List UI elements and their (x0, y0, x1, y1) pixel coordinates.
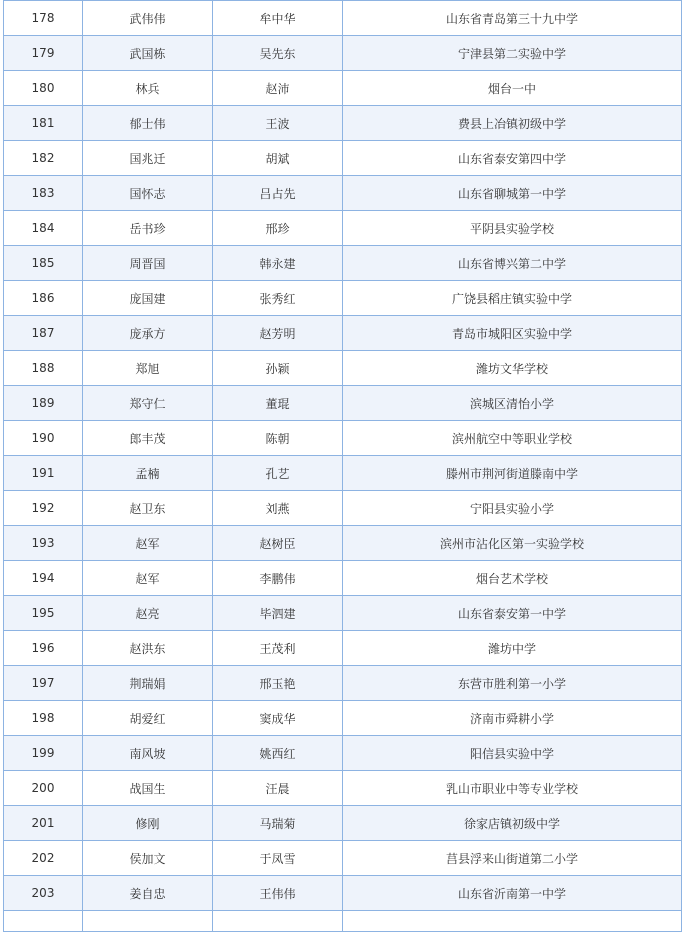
member-name: 邢珍 (213, 211, 343, 246)
member-name: 于凤雪 (213, 841, 343, 876)
member-name: 吴先东 (213, 36, 343, 71)
teacher-name: 战国生 (83, 771, 213, 806)
row-number: 194 (4, 561, 83, 596)
row-number: 196 (4, 631, 83, 666)
school-name: 山东省博兴第二中学 (343, 246, 682, 281)
member-name: 孙颖 (213, 351, 343, 386)
member-name: 邢玉艳 (213, 666, 343, 701)
roster-table (3, 0, 682, 932)
table-row (4, 141, 682, 176)
roster-table-wrapper (3, 0, 681, 932)
row-number: 195 (4, 596, 83, 631)
row-number-empty (4, 911, 83, 932)
table-row (4, 386, 682, 421)
member-name: 牟中华 (213, 1, 343, 36)
teacher-name: 庞国建 (83, 281, 213, 316)
table-row (4, 456, 682, 491)
table-row (4, 71, 682, 106)
school-name: 潍坊中学 (343, 631, 682, 666)
school-name: 费县上冶镇初级中学 (343, 106, 682, 141)
teacher-name: 庞承方 (83, 316, 213, 351)
table-row (4, 351, 682, 386)
school-name: 济南市舜耕小学 (343, 701, 682, 736)
member-name: 张秀红 (213, 281, 343, 316)
member-name: 陈朝 (213, 421, 343, 456)
table-row (4, 316, 682, 351)
member-name: 吕占先 (213, 176, 343, 211)
row-number: 184 (4, 211, 83, 246)
school-name: 山东省沂南第一中学 (343, 876, 682, 911)
row-number: 178 (4, 1, 83, 36)
table-row (4, 806, 682, 841)
teacher-name: 赵军 (83, 561, 213, 596)
teacher-name: 修刚 (83, 806, 213, 841)
row-number: 185 (4, 246, 83, 281)
member-name: 孔艺 (213, 456, 343, 491)
table-row (4, 876, 682, 911)
teacher-name: 南风坡 (83, 736, 213, 771)
table-row (4, 771, 682, 806)
table-row (4, 281, 682, 316)
row-number: 189 (4, 386, 83, 421)
row-number: 199 (4, 736, 83, 771)
table-row (4, 176, 682, 211)
member-name: 马瑞菊 (213, 806, 343, 841)
row-number: 191 (4, 456, 83, 491)
member-name: 王伟伟 (213, 876, 343, 911)
row-number: 192 (4, 491, 83, 526)
row-number: 182 (4, 141, 83, 176)
roster-table-body (4, 1, 682, 932)
school-name: 莒县浮来山街道第二小学 (343, 841, 682, 876)
school-name: 山东省泰安第一中学 (343, 596, 682, 631)
teacher-name-empty (83, 911, 213, 932)
school-name: 滨州航空中等职业学校 (343, 421, 682, 456)
table-row (4, 106, 682, 141)
table-row (4, 421, 682, 456)
row-number: 197 (4, 666, 83, 701)
row-number: 190 (4, 421, 83, 456)
member-name: 窦成华 (213, 701, 343, 736)
table-row (4, 736, 682, 771)
row-number: 181 (4, 106, 83, 141)
table-row (4, 36, 682, 71)
teacher-name: 赵亮 (83, 596, 213, 631)
teacher-name: 岳书珍 (83, 211, 213, 246)
table-row (4, 631, 682, 666)
school-name: 宁津县第二实验中学 (343, 36, 682, 71)
teacher-name: 郑守仁 (83, 386, 213, 421)
row-number: 179 (4, 36, 83, 71)
school-name: 宁阳县实验小学 (343, 491, 682, 526)
member-name: 赵芳明 (213, 316, 343, 351)
teacher-name: 赵军 (83, 526, 213, 561)
school-name: 烟台艺术学校 (343, 561, 682, 596)
member-name: 姚西红 (213, 736, 343, 771)
member-name: 汪晨 (213, 771, 343, 806)
row-number: 200 (4, 771, 83, 806)
row-number: 203 (4, 876, 83, 911)
school-name: 山东省泰安第四中学 (343, 141, 682, 176)
table-row-partial (4, 911, 682, 932)
row-number: 188 (4, 351, 83, 386)
teacher-name: 周晋国 (83, 246, 213, 281)
teacher-name: 郎丰茂 (83, 421, 213, 456)
member-name: 赵沛 (213, 71, 343, 106)
row-number: 186 (4, 281, 83, 316)
table-row (4, 666, 682, 701)
table-row (4, 701, 682, 736)
member-name: 毕泗建 (213, 596, 343, 631)
school-name: 徐家店镇初级中学 (343, 806, 682, 841)
member-name: 董琨 (213, 386, 343, 421)
table-row (4, 596, 682, 631)
school-name: 潍坊文华学校 (343, 351, 682, 386)
member-name: 赵树臣 (213, 526, 343, 561)
row-number: 193 (4, 526, 83, 561)
school-name: 广饶县稻庄镇实验中学 (343, 281, 682, 316)
table-row (4, 841, 682, 876)
teacher-name: 武国栋 (83, 36, 213, 71)
row-number: 180 (4, 71, 83, 106)
school-name: 滨州市沾化区第一实验学校 (343, 526, 682, 561)
member-name: 王波 (213, 106, 343, 141)
member-name: 王茂利 (213, 631, 343, 666)
school-name: 山东省聊城第一中学 (343, 176, 682, 211)
school-name: 烟台一中 (343, 71, 682, 106)
member-name: 胡斌 (213, 141, 343, 176)
row-number: 187 (4, 316, 83, 351)
table-row (4, 526, 682, 561)
row-number: 183 (4, 176, 83, 211)
table-row (4, 246, 682, 281)
teacher-name: 国兆迁 (83, 141, 213, 176)
table-row (4, 491, 682, 526)
school-name: 山东省青岛第三十九中学 (343, 1, 682, 36)
teacher-name: 姜自忠 (83, 876, 213, 911)
teacher-name: 赵洪东 (83, 631, 213, 666)
school-name: 平阴县实验学校 (343, 211, 682, 246)
school-name-empty (343, 911, 682, 932)
teacher-name: 荆瑞娟 (83, 666, 213, 701)
school-name: 阳信县实验中学 (343, 736, 682, 771)
member-name: 李鹏伟 (213, 561, 343, 596)
row-number: 202 (4, 841, 83, 876)
teacher-name: 林兵 (83, 71, 213, 106)
school-name: 滕州市荆河街道滕南中学 (343, 456, 682, 491)
table-row (4, 561, 682, 596)
table-row (4, 1, 682, 36)
member-name: 刘燕 (213, 491, 343, 526)
teacher-name: 郁士伟 (83, 106, 213, 141)
school-name: 滨城区清怡小学 (343, 386, 682, 421)
row-number: 201 (4, 806, 83, 841)
teacher-name: 赵卫东 (83, 491, 213, 526)
school-name: 乳山市职业中等专业学校 (343, 771, 682, 806)
school-name: 青岛市城阳区实验中学 (343, 316, 682, 351)
school-name: 东营市胜利第一小学 (343, 666, 682, 701)
teacher-name: 国怀志 (83, 176, 213, 211)
teacher-name: 郑旭 (83, 351, 213, 386)
member-name-empty (213, 911, 343, 932)
row-number: 198 (4, 701, 83, 736)
table-row (4, 211, 682, 246)
teacher-name: 孟楠 (83, 456, 213, 491)
teacher-name: 武伟伟 (83, 1, 213, 36)
member-name: 韩永建 (213, 246, 343, 281)
teacher-name: 胡爱红 (83, 701, 213, 736)
teacher-name: 侯加文 (83, 841, 213, 876)
